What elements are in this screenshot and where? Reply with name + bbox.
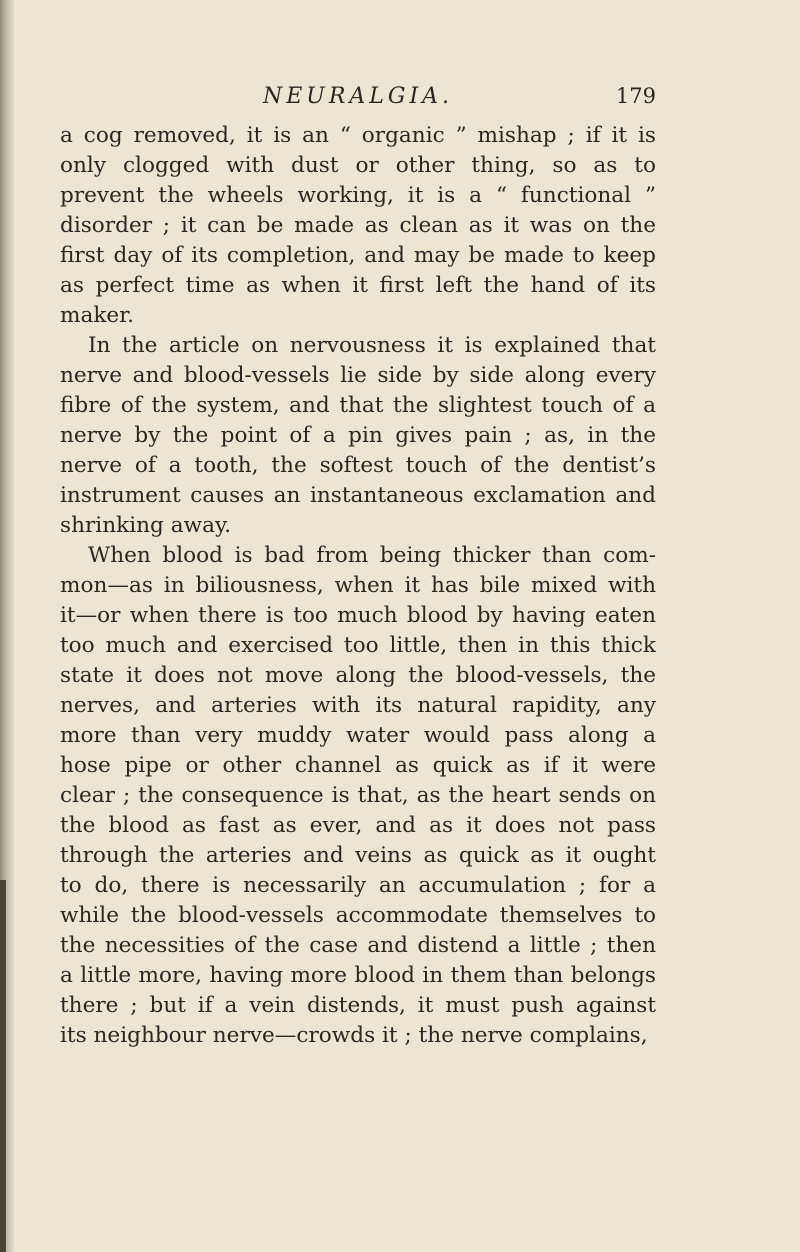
text-line: a little more, having more blood in them than belongs [60, 963, 656, 988]
text-line: as perfect time as when it first left the hand of its [60, 273, 656, 298]
page-number: 179 [615, 84, 656, 108]
text-line: a cog removed, it is an “ organic ” mishap ; if it is [60, 123, 656, 148]
text-line: When blood is bad from being thicker than com- [88, 543, 656, 568]
text-line: there ; but if a vein distends, it must push against [60, 993, 656, 1018]
running-head: NEURALGIA. [262, 84, 454, 109]
text-line: through the arteries and veins as quick as it ought [60, 843, 656, 868]
text-line: first day of its completion, and may be made to keep [60, 243, 656, 268]
text-line: only clogged with dust or other thing, so as to [60, 153, 656, 178]
text-line: nerve by the point of a pin gives pain ; as, in the [60, 423, 656, 448]
page-binding-shadow [0, 880, 6, 1252]
body-text [60, 121, 656, 1051]
text-line: instrument causes an instantaneous exclamation and [60, 483, 656, 508]
text-line: nerve of a tooth, the softest touch of the dentist’s [60, 453, 656, 478]
text-line: hose pipe or other channel as quick as if it were [60, 753, 656, 778]
text-line: nerves, and arteries with its natural rapidity, any [60, 693, 656, 718]
text-line: the necessities of the case and distend a little ; then [60, 933, 656, 958]
text-line: nerve and blood-vessels lie side by side along every [60, 363, 656, 388]
text-line: clear ; the consequence is that, as the heart sends on [60, 783, 656, 808]
page-header [60, 84, 656, 114]
text-line: prevent the wheels working, it is a “ functional ” [60, 183, 656, 208]
text-line: more than very muddy water would pass along a [60, 723, 656, 748]
text-line: while the blood-vessels accommodate themselves to [60, 903, 656, 928]
text-line: the blood as fast as ever, and as it does not pass [60, 813, 656, 838]
text-line: fibre of the system, and that the slightest touch of a [60, 393, 656, 418]
text-line: shrinking away. [60, 513, 232, 538]
text-line: In the article on nervousness it is explained that [88, 333, 656, 358]
text-line: state it does not move along the blood-vessels, the [60, 663, 656, 688]
text-line: too much and exercised too little, then in this thick [60, 633, 656, 658]
text-line: its neighbour nerve—crowds it ; the nerve complains, [60, 1023, 648, 1048]
text-line: disorder ; it can be made as clean as it was on the [60, 213, 656, 238]
text-line: it—or when there is too much blood by having eaten [60, 603, 656, 628]
text-line: mon—as in biliousness, when it has bile mixed with [60, 573, 656, 598]
text-line: to do, there is necessarily an accumulation ; for a [60, 873, 656, 898]
text-line: maker. [60, 303, 135, 328]
